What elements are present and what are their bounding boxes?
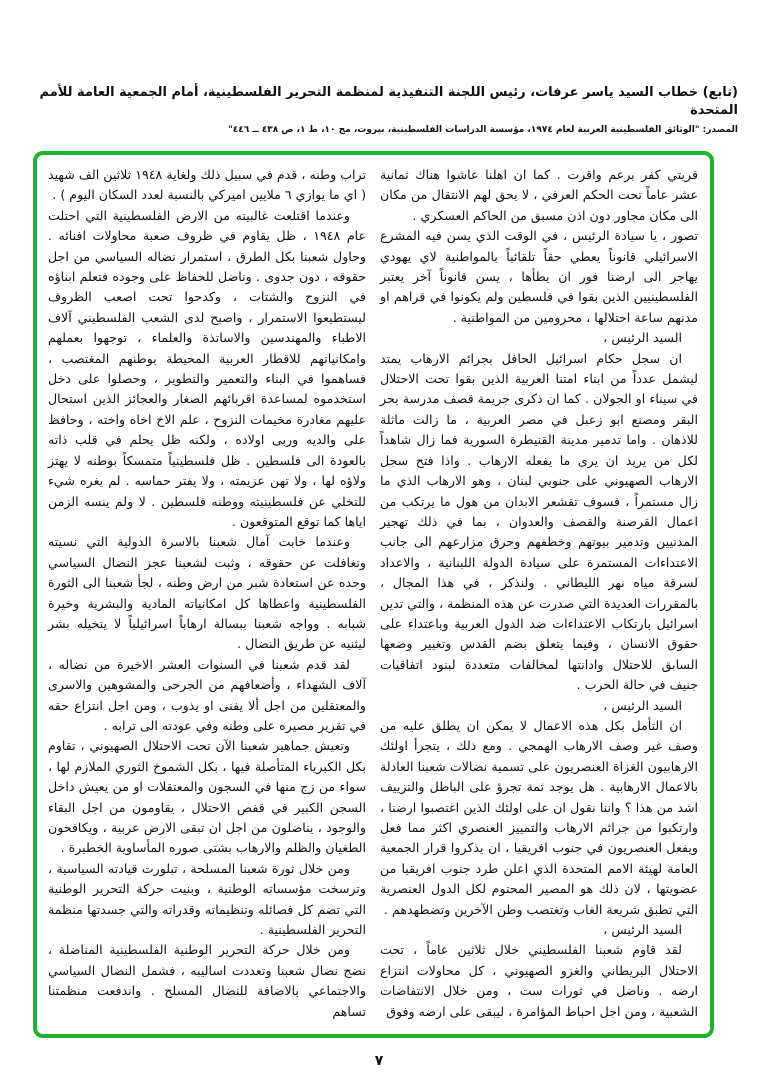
paragraph: قريتي كفر برعم واقرت . كما ان اهلنا عاشوا هناك ثمانية عشر عاماً تحت الحكم العرفي ، لا يحق لهم الانتقال من مكان الى مكان مجاور دون اذن مسبق من الحاكم العسكري . [380,167,698,223]
paragraph: تصور ، يا سيادة الرئيس ، في الوقت الذي يسن فيه المشرع الاسرائيلي قانوناً يعطي حقاً تلقائياً بالمواطنية لاي يهودي يهاجر الى ارضنا فور ان يطأها ، يسن قانوناً آخر يعتبر الفلسطينيين الذين بقوا في فلسطين ولم يكونوا في قراهم او مدنهم ساعة احتلالها ، محرومين من المواطنية . [380,228,698,325]
paragraph: ان التأمل بكل هذه الاعمال لا يمكن ان يطلق عليه من وصف غير وصف الارهاب الهمجي . ومع ذلك ، يتجرأ اولئك الارهابيون الغزاة العنصريون على تسمية نضالات شعبنا العادلة بالاعمال الارهابية . هل يوجد ثمة تجرؤ على الباطل والتزييف اشد من هذا ؟ واننا نقول ان على اولئك الذين اغتصبوا ارضنا ، وارتكبوا من جرائم الارهاب والتمييز العنصري اكثر مما فعل ويفعل العنصريون في جنوب افريقيا ، ان يذكروا قرار الجمعية العامة لهيئة الامم المتحدة الذي اعلن طرد جنوب افريقيا من عضويتها ، لان ذلك هو المصير المحتوم لكل الدول العنصرية التي تطبق شريعة الغاب وتغتصب وطن الآخرين وتضطهدهم . [380,717,698,917]
left-column [48,165,366,1022]
source-citation: المصدر: "الوثائق الفلسطينية العربية لعام ١٩٧٤، مؤسسة الدراسات الفلسطينية، بيروت، مج ١٠، ط ١، ص ٤٣٨ ــ ٤٤٦" [228,125,738,135]
paragraph: وتعيش جماهير شعبنا الآن تحت الاحتلال الصهيوني ، تقاوم بكل الكبرياء المتأصلة فيها ، بكل الشموخ الثوري الملازم لها ، سواء من زج منها في السجون والمعتقلات او من يعيش داخل السجن الكبير في قفص الاحتلال ، يقاومون من اجل البقاء والوجود ، يناضلون من اجل ان تبقى الارض عربية ، ويكافحون الطغيان والظلم والارهاب بشتى صوره المأساوية الخطيرة . [48,738,366,856]
paragraph: ومن خلال حركة التحرير الوطنية الفلسطينية المناضلة ، نضج نضال شعبنا وتعددت اساليبه ، فشمل النضال السياسي والاجتماعي بالاضافة للنضال المسلح . واندفعت منظمتنا تساهم [48,942,366,1019]
paragraph: وعندما اقتلعت غالبيته من الارض الفلسطينية التي احتلت عام ١٩٤٨ ، ظل يقاوم في ظروف صعبة محاولات افنائه . وحاول شعبنا بكل الطرق ، استمرار نضاله السياسي من اجل حقوقه ، دون جدوى . وناضل للحفاظ على وجوده فتعلم ابناؤه في النزوح والشتات ، وكدحوا تحت اصعب الظروف ليستطيعوا الاستمرار ، واصبح لدى الشعب الفلسطيني آلاف الاطباء والمهندسين والاساتذة والعلماء ، توجهوا بعملهم وامكانياتهم للاقطار العربية المحيطة بوطنهم المغتصب ، فساهموا في البناء والتعمير والتطوير ، وحصلوا على دخل استخدموه لمساعدة اقربائهم الصغار والعجائز الذين استحال عليهم مغادرة مخيمات النزوح ، علم الاخ اخاه واخته ، وحافظ على والديه وربى اولاده ، ولكنه ظل يحلم في قلب ذاته بالعودة الى فلسطين . ظل فلسطينياً متمسكاً بوطنه لا يهتز ولاؤه لها ، ولا تهن عزيمته ، ولا يفتر حماسه . لم يغره شيء للتخلي عن فلسطينيته ووطنه فلسطين . لا ولم ينسه الزمن اياها كما توقع المتوقعون . [48,207,366,529]
paragraph: ومن خلال ثورة شعبنا المسلحة ، تبلورت قيادته السياسية ، وترسخت مؤسساته الوطنية ، وبنيت حركة التحرير الوطنية التي تضم كل فصائله وتنظيماته وقدراته والتي جسدتها منظمة التحرير الفلسطينية . [48,860,366,938]
paragraph: وعندما خابت آمال شعبنا بالاسرة الدولية التي نسيته وتغافلت عن حقوقه ، وثبت لشعبنا عجز النضال السياسي وحده عن استعادة شبر من ارض وطنه ، لجأ شعبنا الى الثورة الفلسطينية واعطاها كل امكانياته المادية والبشرية وخيرة شبابه . وواجه شعبنا ببسالة ارهاباً اسرائيلياً لا يتخيله بشر ليثنيه عن طريق النضال . [48,534,366,652]
paragraph: لقد قدم شعبنا في السنوات العشر الاخيرة من نضاله ، آلاف الشهداء ، وأضعافهم من الجرحى والمشوهين والاسرى والمعتقلين من اجل ألا يفنى او يذوب ، ومن اجل انتزاع حقه في تقرير مصيره على وطنه وفي عودته الى ترابه . [48,656,366,733]
address-line: السيد الرئيس ، [603,697,682,713]
page-number: ٧ [374,1053,384,1070]
right-column [380,165,698,1022]
address-line: السيد الرئيس ، [603,330,682,346]
content-frame [33,151,714,1038]
paragraph: تراب وطنه ، قدم في سبيل ذلك ولغاية ١٩٤٨ ثلاثين الف شهيد ( اي ما يوازي ٦ ملايين اميركي بالنسبة لعدد السكان اليوم ) . [48,167,367,203]
paragraph: ان سجل حكام اسرائيل الحافل بجرائم الارهاب يمتد ليشمل عدداً من ابناء امتنا العربية الذين بقوا تحت الاحتلال في سيناء او الجولان . كما ان ذكرى جريمة قصف مدرسة بحر البقر ومصنع ابو زعبل في مصر العربية ، ما زالت ماثلة للاذهان . واما تدمير مدينة القنيطرة السورية فما زال شاهداً لكل من يريد ان يرى ما يفعله الارهاب . واذا فتح سجل الارهاب الصهيوني على جنوبي لبنان ، وهو الارهاب الذي ما زال مستمراً ، فسوف تقشعر الابدان من هول ما يرتكب من اعمال القرصنة والقصف والعدوان ، بما في ذلك تهجير المدنيين وتدمير بيوتهم وخطفهم وحرق مزارعهم الى جانب الاعتداءات المستمرة على سيادة الدولة اللبنانية ، والاعداد لسرقة مياه نهر الليطاني . ولنذكر ، في هذا المجال ، بالمقررات العديدة التي صدرت عن هذه المنظمة ، والتي تدين اسرائيل بارتكاب الاعتداءات ضد الدول العربية وباعتداء على حقوق الانسان ، وفيما يتعلق بضم القدس وتغيير وضعها السابق للاحتلال وادانتها لمخالفات متعددة لبنود اتفاقيات جنيف في حالة الحرب . [380,350,698,693]
document-title: (تابع) خطاب السيد ياسر عرفات، رئيس اللجنة التنفيذية لمنظمة التحرير الفلسطينية، أمام الجمعية العامة للأمم المتحدة [39,85,738,118]
document-header [0,0,758,137]
paragraph: لقد قاوم شعبنا الفلسطيني خلال ثلاثين عاماً ، تحت الاحتلال البريطاني والغزو الصهيوني ، كل محاولات انتزاع ارضه . وناضل في ثورات ست ، ومن خلال الانتفاضات الشعبية ، ومن اجل احباط المؤامرة ، ليبقى على ارضه وفوق [380,942,698,1019]
address-line: السيد الرئيس ، [603,922,682,938]
